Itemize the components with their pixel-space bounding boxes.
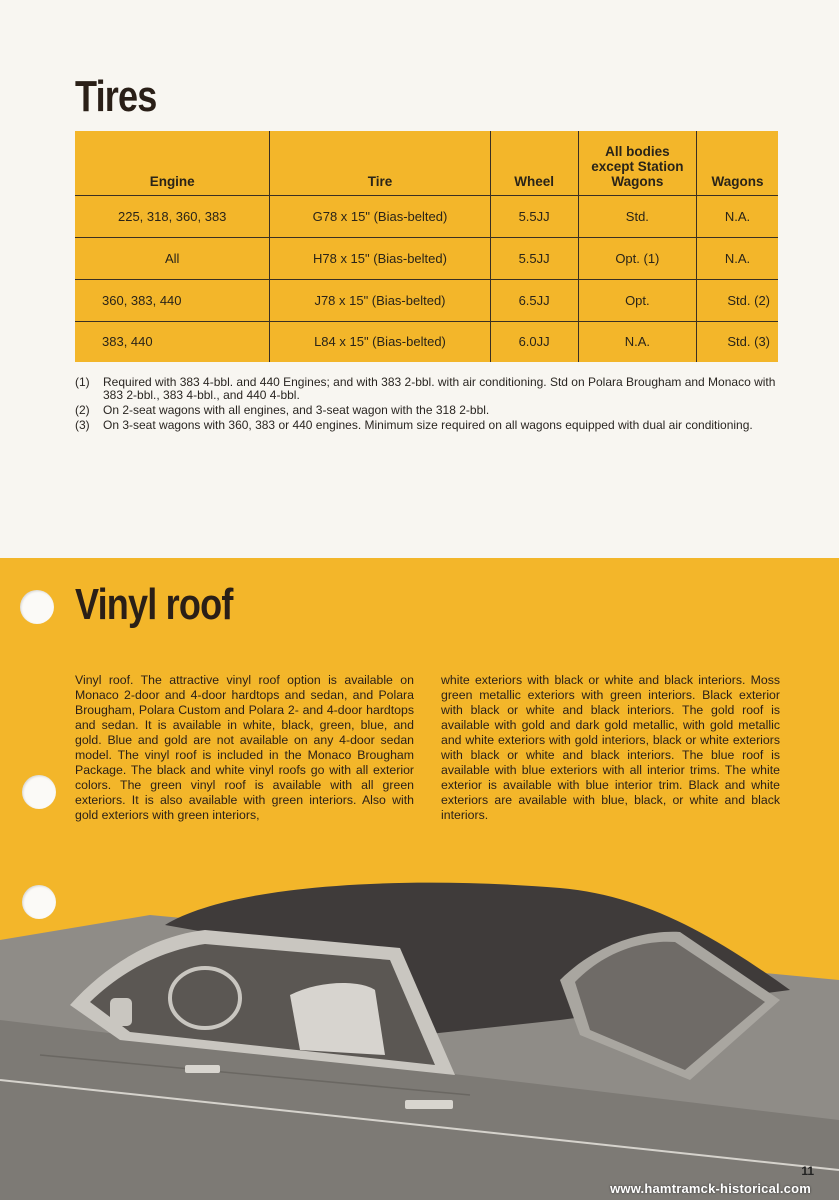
tires-table — [75, 131, 778, 362]
all-bodies-cell: Opt. (1) — [578, 237, 696, 279]
footnote-number: (1) — [75, 375, 90, 389]
wagons-cell: N.A. — [697, 195, 778, 237]
engine-header: Engine — [75, 131, 270, 195]
engine-cell: All — [75, 237, 270, 279]
wagons-header: Wagons — [697, 131, 778, 195]
all-bodies-cell: N.A. — [578, 321, 696, 362]
footnote — [75, 419, 780, 432]
table-row — [75, 321, 778, 362]
binder-hole — [22, 775, 56, 809]
binder-hole — [20, 590, 54, 624]
tire-cell: L84 x 15" (Bias-belted) — [270, 321, 490, 362]
car-illustration — [0, 870, 839, 1200]
vinyl-text-column-2: white exteriors with black or white and black interiors. Moss green metallic exteriors with green interiors. Black exterior with black or white and black interiors. The gold roof is available with gold and dark gold metallic, with gold metallic and white exteriors with gold interiors, black or white exteriors with black or white and black interiors. The blue roof is available with blue exteriors with all interior trims. The white exterior is available with blue interior trim. Black and white exteriors are available with blue, black, or white and black interiors. — [441, 673, 780, 823]
all-bodies-header: All bodies except Station Wagons — [578, 131, 696, 195]
tire-header: Tire — [270, 131, 490, 195]
footnote-text: On 3-seat wagons with 360, 383 or 440 engines. Minimum size required on all wagons equipped with dual air conditioning. — [103, 418, 753, 432]
footnote — [75, 404, 780, 417]
engine-cell: 360, 383, 440 — [75, 279, 270, 321]
all-bodies-cell: Std. — [578, 195, 696, 237]
vinyl-text-column-1: Vinyl roof. The attractive vinyl roof option is available on Monaco 2-door and 4-door hardtops and sedan, and Polara Brougham, Polara Custom and Polara 2- and 4-door hardtops and sedan. It is available in white, black, green, blue, and gold. Blue and gold are not available on any 4-door sedan model. The vinyl roof is included in the Monaco Brougham Package. The black and white vinyl roofs go with all exterior colors. The green vinyl roof is available with all green exteriors. It is also available with green interiors. Also with gold exteriors with green interiors, — [75, 673, 414, 823]
tire-cell: J78 x 15" (Bias-belted) — [270, 279, 490, 321]
wheel-cell: 5.5JJ — [490, 195, 578, 237]
wagons-cell: Std. (2) — [697, 279, 778, 321]
footnote — [75, 376, 780, 402]
footnote-text: On 2-seat wagons with all engines, and 3-seat wagon with the 318 2-bbl. — [103, 403, 490, 417]
tires-title: Tires — [75, 72, 157, 121]
engine-cell: 225, 318, 360, 383 — [75, 195, 270, 237]
table-row — [75, 195, 778, 237]
engine-cell: 383, 440 — [102, 334, 153, 350]
wheel-header: Wheel — [490, 131, 578, 195]
watermark: www.hamtramck-historical.com — [610, 1181, 811, 1196]
page-number: 11 — [801, 1164, 814, 1178]
footnote-text: Required with 383 4-bbl. and 440 Engines; and with 383 2-bbl. with air conditioning. Std on Polara Brougham and Monaco with 383 2-bbl., 383 4-bbl., and 440 4-bbl. — [103, 375, 776, 402]
footnote-number: (3) — [75, 418, 90, 432]
wagons-cell: Std. (3) — [697, 321, 778, 362]
table-row — [75, 237, 778, 279]
wheel-cell: 6.0JJ — [490, 321, 578, 362]
vinyl-roof-title: Vinyl roof — [75, 580, 233, 629]
all-bodies-cell: Opt. — [578, 279, 696, 321]
wheel-cell: 5.5JJ — [490, 237, 578, 279]
table-header-row — [75, 131, 778, 195]
footnotes — [75, 376, 780, 434]
table-row — [75, 279, 778, 321]
tire-cell: H78 x 15" (Bias-belted) — [270, 237, 490, 279]
footnote-number: (2) — [75, 403, 90, 417]
wagons-cell: N.A. — [697, 237, 778, 279]
tire-cell: G78 x 15" (Bias-belted) — [270, 195, 490, 237]
wheel-cell: 6.5JJ — [490, 279, 578, 321]
